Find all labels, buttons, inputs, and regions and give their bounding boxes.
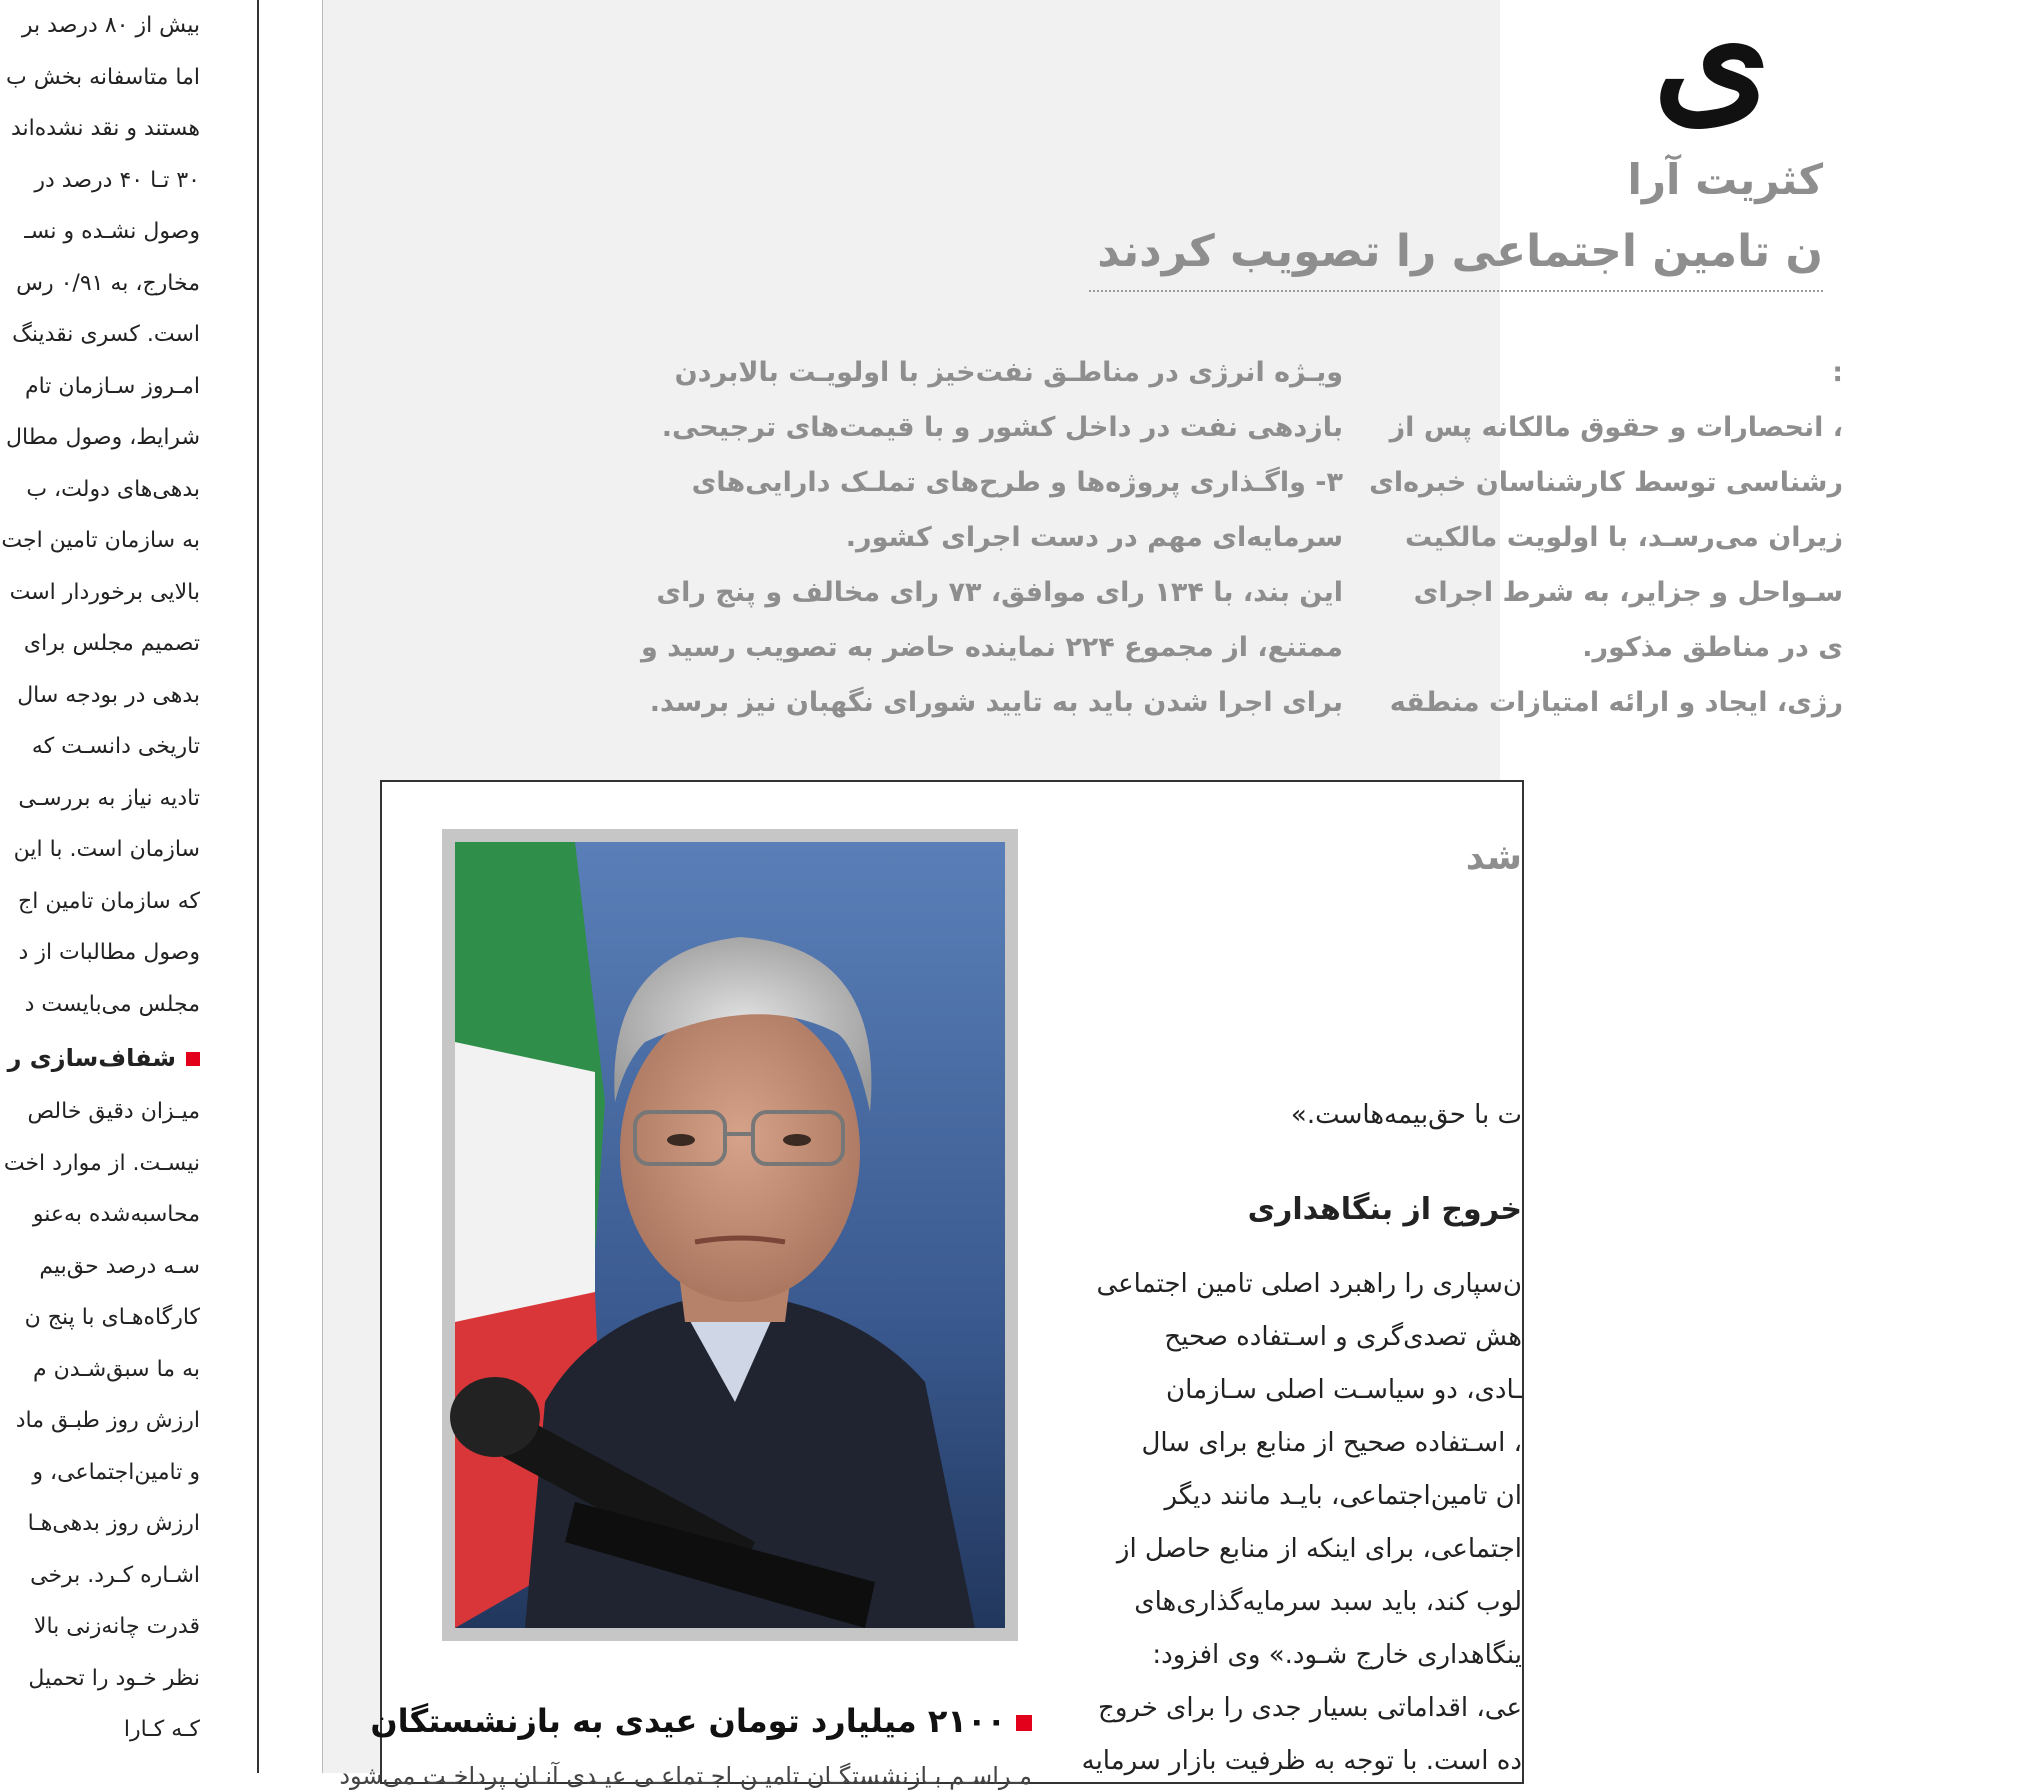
left-text-line: وصول مطالبات از د — [18, 940, 200, 965]
panel-text-line: ـادی، دو سیاسـت اصلی سـازمان — [1166, 1375, 1522, 1405]
panel-quote-fragment: ت با حق‌بیمه‌هاست.» — [1290, 1100, 1522, 1130]
left-text-line: ارزش روز بدهی‌هـا — [27, 1511, 200, 1536]
left-text-line: امـروز سـازمان تام — [24, 373, 200, 399]
photo-frame — [442, 829, 1018, 1641]
red-bullet-icon — [1016, 1715, 1032, 1731]
middle-text-line: این بند، با ۱۳۴ رای موافق، ۷۳ رای مخالف و پنج رای — [656, 577, 1343, 608]
left-text-line: نظر خـود را تحمیل — [28, 1665, 200, 1691]
interview-panel — [339, 780, 1524, 1790]
portrait-photo — [455, 842, 1005, 1628]
portrait-illustration — [455, 842, 1005, 1628]
middle-text-line: ویـژه انرژی در مناطـق نفت‌خیز با اولویـت بالابردن — [674, 357, 1343, 388]
red-bullet-icon — [186, 1052, 200, 1066]
right-text-line: سـواحل و جزایر، به شرط اجرای — [1413, 577, 1843, 608]
left-text-line: و تامین‌اجتماعی، و — [32, 1459, 200, 1485]
left-subhead: شفاف‌سازی ر — [0, 1034, 200, 1082]
left-text-line: اما متاسفانه بخش ب — [6, 64, 200, 90]
left-text-line: به ما سبق‌شـدن م — [32, 1356, 200, 1382]
caption-body: مـراسـم بـازنشستگـان تامیـن اجـتماعـی عیـدی آنـان پرداخـت می‌شود — [339, 1762, 1032, 1790]
panel-article — [1081, 782, 1562, 1782]
left-text-line: تاریخی دانسـت که — [31, 734, 200, 759]
panel-subhead: خروج از بنگاهداری — [1247, 1192, 1522, 1227]
left-text-line: محاسبه‌شده به‌عنو — [32, 1202, 200, 1227]
left-text-line: به سازمان تامین اجت — [1, 528, 200, 553]
middle-text-line: بازدهی نفت در داخل کشور و با قیمت‌های ترجیحی. — [661, 412, 1343, 443]
left-text-line: است. کسری نقدینگ — [12, 322, 200, 347]
panel-text-line: لوب کند، باید سبد سرمایه‌گذاری‌های — [1134, 1587, 1522, 1617]
middle-text-line: سرمایه‌ای مهم در دست اجرای کشور. — [845, 522, 1343, 553]
right-text-line: زیران می‌رسـد، با اولویت مالکیت — [1405, 522, 1843, 553]
photo-caption: ۲۱۰۰ میلیارد تومان عیدی به بازنشستگان — [482, 1702, 1032, 1740]
left-text-line: بیش از ۸۰ درصد بر — [21, 13, 200, 38]
panel-body — [1081, 1258, 1522, 1788]
right-text-line: ی در مناطق مذکور. — [1582, 632, 1843, 663]
left-text-line: که سازمان تامین اج — [18, 888, 200, 914]
panel-title-fragment: شد — [1465, 837, 1522, 878]
left-text-line: نیسـت. از موارد اخت — [3, 1150, 200, 1176]
panel-text-line: عی، اقداماتی بسیار جدی را برای خروج — [1098, 1693, 1522, 1723]
left-text-line: ۳۰ تـا ۴۰ درصد در — [34, 167, 200, 193]
left-text-line: بالایی برخوردار است — [9, 579, 200, 605]
panel-text-line: ده است. با توجه به ظرفیت بازار سرمایه — [1081, 1746, 1522, 1776]
panel-text-line: ینگاهداری خارج شـود.» وی افزود: — [1152, 1640, 1522, 1670]
left-text-line: ارزش روز طبـق ماد — [15, 1408, 200, 1433]
middle-text-column — [640, 345, 1343, 730]
left-text-line: شرایط، وصول مطال — [6, 425, 200, 450]
section-title-fragment: ی — [1653, 0, 1771, 143]
left-text-line: مخارج، به ۰/۹۱ رس — [16, 270, 200, 296]
left-text-line: سـه درصد حق‌بیم — [39, 1253, 200, 1279]
middle-text-line: ۳- واگـذاری پروژه‌ها و طرح‌های تملـک دارایی‌های — [691, 467, 1343, 498]
left-text-line: تصمیم مجلس برای — [23, 631, 200, 656]
right-text-line: : — [1832, 357, 1843, 388]
column-divider — [257, 0, 259, 1773]
left-article-column — [0, 0, 200, 1773]
headline-line-1: کثریت آرا — [1627, 155, 1823, 204]
left-text-line: مجلس می‌بایست د — [24, 991, 200, 1017]
left-text-line: بدهی‌های دولت، ب — [26, 476, 200, 502]
left-text-line: میـزان دقیق خالص — [27, 1099, 200, 1124]
panel-text-line: ان تامین‌اجتماعی، بایـد مانند دیگر — [1164, 1481, 1522, 1511]
panel-text-line: ، اسـتفاده صحیح از منابع برای سال — [1141, 1428, 1522, 1458]
left-text-line: سازمان است. با این — [13, 837, 200, 862]
left-text-line: وصول نشـده و نسـ — [24, 219, 200, 244]
left-text-line: اشـاره کـرد. برخی — [30, 1562, 200, 1588]
right-text-line: رژی، ایجاد و ارائه امتیازات منطقه — [1389, 687, 1843, 718]
left-text-line: تادیه نیاز به بررسـی — [18, 785, 200, 811]
panel-text-line: هش تصدی‌گری و اسـتفاده صحیح — [1164, 1322, 1522, 1352]
left-text-line: قدرت چانه‌زنی بالا — [33, 1614, 200, 1639]
panel-text-line: ن‌سپاری را راهبرد اصلی تامین اجتماعی — [1096, 1269, 1522, 1299]
right-text-column — [1369, 345, 1843, 730]
left-text-line: هستند و نقد نشده‌اند — [10, 116, 200, 141]
left-text-line: کـه کـارا — [123, 1717, 200, 1742]
middle-text-line: برای اجرا شدن باید به تایید شورای نگهبان نیز برسد. — [649, 687, 1343, 718]
left-text-line: بدهی در بودجه سال — [17, 682, 200, 708]
headline-line-2: ن تامین اجتماعی را تصویب کردند — [1089, 220, 1823, 292]
right-text-line: ، انحصارات و حقوق مالکانه پس از — [1389, 412, 1843, 443]
left-text-line: کارگاه‌هـای با پنج ن — [24, 1305, 200, 1330]
panel-text-line: اجتماعی، برای اینکه از منابع حاصل از — [1116, 1534, 1522, 1564]
right-text-line: رشناسی توسط کارشناسان خبره‌ای — [1369, 467, 1843, 498]
middle-text-line: ممتنع، از مجموع ۲۲۴ نماینده حاضر به تصویب رسید و — [640, 632, 1343, 663]
